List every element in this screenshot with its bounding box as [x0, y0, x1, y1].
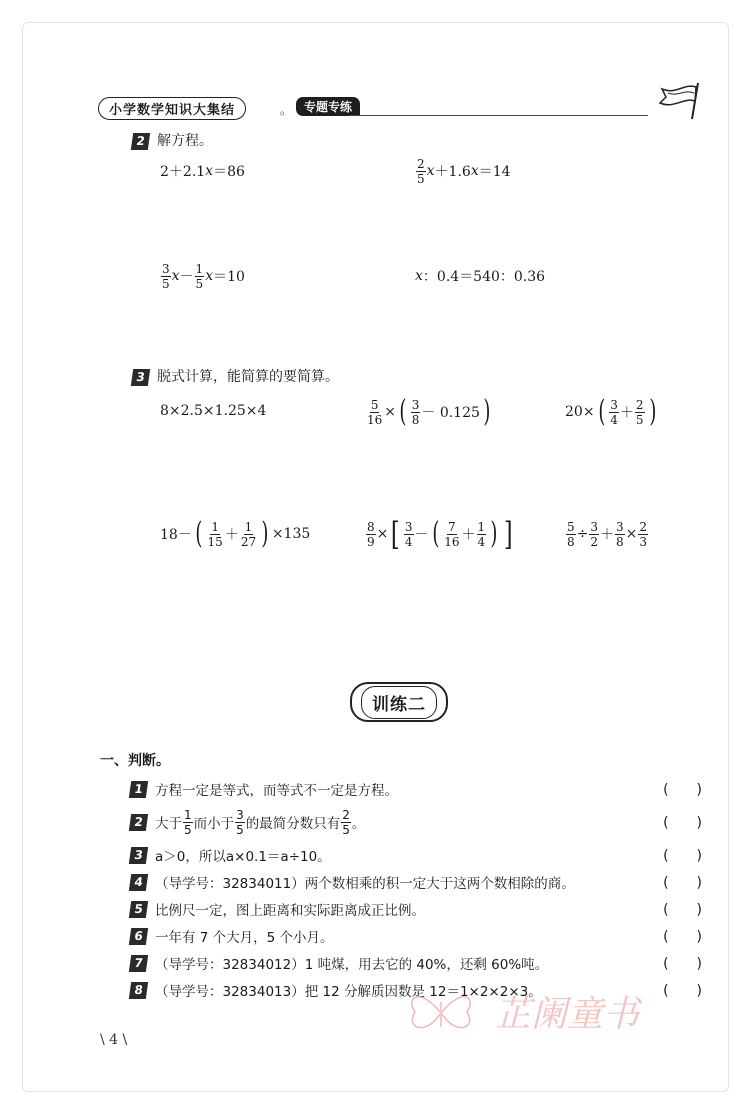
eq3-f1-num: 3	[162, 261, 170, 276]
calc5-frac-den: 9	[367, 534, 375, 549]
page-number-left-deco: \	[100, 1032, 110, 1048]
calc4-tail: ×135	[271, 526, 311, 542]
eq2-fraction	[416, 157, 426, 186]
eq3-minus: －	[179, 269, 194, 285]
judge-item-5-number: 5	[129, 901, 148, 918]
judge2-f3-num: 2	[342, 807, 350, 822]
calc3-lead: 20×	[565, 404, 595, 420]
eq3-fraction-2	[195, 262, 205, 291]
training-badge	[350, 682, 448, 722]
eq2-end: ＝14	[478, 164, 511, 180]
eq3-end: ＝10	[213, 269, 245, 285]
judge-item-2	[130, 805, 710, 839]
judge-item-3	[130, 845, 710, 865]
judge2-f3-den: 5	[342, 822, 350, 837]
judge-item-3-number: 3	[129, 847, 148, 864]
eq3-f2-num: 1	[195, 261, 204, 276]
judge-item-2-mid2: 的最简分数只有	[245, 816, 341, 832]
judge-item-1-number: 1	[129, 781, 148, 798]
calc2-rest: － 0.125	[421, 405, 480, 421]
calc-1-text: 8×2.5×1.25×4	[160, 403, 267, 419]
eq2-frac-num: 2	[417, 156, 425, 171]
calc6-plus: ＋	[600, 527, 615, 543]
watermark-logo	[400, 982, 705, 1042]
calc6-div: ÷	[576, 526, 589, 542]
calc5-rparen: )	[490, 516, 498, 551]
calc6-d-num: 2	[639, 519, 648, 534]
page-number-right-deco: \	[118, 1032, 128, 1048]
calc-4	[160, 517, 310, 551]
calc-3	[565, 395, 659, 429]
section-2-text: 解方程。	[157, 133, 213, 149]
calc4-lparen: (	[195, 516, 203, 551]
calc5-lbracket: [	[391, 515, 400, 553]
calc-2	[365, 395, 494, 429]
calc4-lead: 18－	[160, 527, 192, 543]
calc2-inner-den: 8	[411, 412, 420, 427]
calc5-times: ×	[376, 526, 389, 542]
calc5-frac	[366, 520, 376, 549]
section-3-number: 3	[131, 369, 150, 386]
watermark-text: 芷阑童书	[495, 994, 640, 1035]
calc6-frac-b	[589, 520, 599, 549]
calc4-frac-a	[207, 520, 224, 549]
judge-item-1	[130, 779, 710, 799]
judge2-f2-num: 3	[236, 807, 244, 822]
calc4-a-num: 1	[211, 519, 219, 534]
judge-item-2-frac-1	[183, 808, 193, 837]
calc-5	[365, 515, 515, 553]
judge-item-4-answer[interactable]: ( )	[663, 875, 702, 891]
calc-1	[160, 400, 266, 422]
calc5-rbracket: ]	[503, 515, 513, 553]
calc4-plus: ＋	[224, 527, 239, 543]
calc4-rparen: )	[261, 516, 269, 551]
judge-item-8-text: （导学号：32834013）把 12 分解质因数是 12＝1×2×2×3。	[155, 984, 542, 1000]
equation-1	[160, 160, 245, 182]
section-3-title	[132, 366, 339, 386]
calc6-b-num: 3	[590, 519, 599, 534]
eq2-frac-den: 5	[417, 171, 425, 186]
calc2-times: ×	[384, 404, 397, 420]
calc4-b-den: 27	[240, 534, 257, 549]
calc5-frac-b	[443, 520, 460, 549]
judge-item-2-pre: 大于	[155, 816, 182, 832]
calc6-c-den: 8	[616, 534, 624, 549]
calc5-c-num: 1	[477, 519, 486, 534]
judge-item-5	[130, 899, 710, 919]
judge-item-7-text: （导学号：32834012）1 吨煤，用去它的 40%，还剩 60%吨。	[155, 957, 549, 973]
calc5-frac-c	[477, 520, 487, 549]
section-3-text: 脱式计算，能简算的要简算。	[157, 369, 339, 385]
calc3-frac-b	[635, 398, 645, 427]
equation-2	[415, 155, 511, 187]
calc2-frac	[366, 398, 383, 427]
header-rule	[348, 115, 648, 116]
calc3-b-num: 2	[635, 397, 644, 412]
calc6-times: ×	[625, 526, 638, 542]
calc2-frac-den: 16	[367, 412, 383, 427]
judge-item-2-number: 2	[129, 814, 148, 831]
calc4-a-den: 15	[207, 534, 223, 549]
calc3-a-num: 3	[610, 397, 618, 412]
page-number	[100, 1032, 127, 1048]
judge-item-6	[130, 926, 710, 946]
eq2-mid: ＋1.6	[434, 164, 471, 180]
judge-item-2-frac-2	[235, 808, 245, 837]
calc-6	[565, 517, 649, 551]
header-dot: 。	[280, 103, 293, 117]
calc3-lparen: (	[597, 394, 605, 429]
calc5-b-num: 7	[448, 519, 456, 534]
section-2-number: 2	[131, 133, 150, 150]
eq1-var: x	[205, 163, 214, 179]
page-number-value: 4	[109, 1032, 119, 1048]
calc3-plus: ＋	[619, 405, 634, 421]
judge-item-7-number: 7	[129, 955, 148, 972]
calc5-b-den: 16	[444, 534, 460, 549]
eq3-var2: x	[205, 268, 214, 284]
calc2-lparen: (	[399, 394, 407, 429]
calc6-a-den: 8	[567, 534, 575, 549]
judge-item-5-answer[interactable]: ( )	[663, 902, 702, 918]
calc6-frac-d	[638, 520, 648, 549]
judge-item-2-mid: 而小于	[193, 816, 235, 832]
calc6-d-den: 3	[639, 534, 648, 549]
judge2-f2-den: 5	[236, 822, 244, 837]
judge-item-2-frac-3	[341, 808, 351, 837]
eq2-var1: x	[426, 163, 435, 179]
eq4-rest: ：0.4＝540：0.36	[422, 269, 546, 285]
judge-item-4	[130, 872, 710, 892]
calc5-c-den: 4	[477, 534, 486, 549]
judge-item-8-number: 8	[129, 982, 148, 999]
equation-3	[160, 260, 245, 292]
calc2-rparen: )	[483, 394, 491, 429]
judge-item-3-answer[interactable]: ( )	[663, 848, 702, 864]
calc3-frac-a	[609, 398, 619, 427]
judge-item-7	[130, 953, 710, 973]
eq3-f1-den: 5	[162, 276, 170, 291]
calc6-a-num: 5	[567, 519, 575, 534]
judge-item-6-answer[interactable]: ( )	[663, 929, 702, 945]
judge2-f1-num: 1	[184, 807, 192, 822]
butterfly-icon	[412, 997, 470, 1028]
calc5-frac-num: 8	[367, 519, 375, 534]
calc2-inner-num: 3	[411, 397, 420, 412]
calc3-a-den: 4	[610, 412, 618, 427]
judge-item-5-text: 比例尺一定，图上距离和实际距离成正比例。	[155, 903, 425, 919]
judge-item-7-answer[interactable]: ( )	[663, 956, 702, 972]
judge-item-6-number: 6	[129, 928, 148, 945]
eq3-f2-den: 5	[195, 276, 204, 291]
calc6-frac-c	[615, 520, 625, 549]
calc6-b-den: 2	[590, 534, 599, 549]
eq3-fraction-1	[161, 262, 171, 291]
calc2-inner-frac	[411, 398, 421, 427]
judge-item-6-text: 一年有 7 个大月，5 个小月。	[155, 930, 334, 946]
page-header	[98, 95, 708, 123]
section-2-title	[132, 130, 213, 150]
calc3-rparen: )	[648, 394, 656, 429]
calc5-minus: －	[414, 527, 429, 543]
judge-item-1-answer[interactable]: ( )	[663, 782, 702, 798]
calc5-frac-a	[404, 520, 414, 549]
calc6-frac-a	[566, 520, 576, 549]
calc5-lparen: (	[431, 516, 439, 551]
calc5-a-num: 3	[404, 519, 413, 534]
calc4-frac-b	[240, 520, 257, 549]
eq2-var2: x	[470, 163, 479, 179]
training-title: 训练二	[361, 686, 437, 719]
eq1-part-b: ＝86	[213, 164, 245, 180]
flag-icon	[654, 81, 708, 121]
calc4-b-num: 1	[244, 519, 253, 534]
eq4-var: x	[415, 268, 423, 284]
judge-item-2-answer[interactable]: ( )	[663, 815, 702, 831]
equation-4	[415, 265, 545, 287]
judge-item-4-text: （导学号：32834011）两个数相乘的积一定大于这两个数相除的商。	[155, 876, 575, 892]
eq3-var1: x	[171, 268, 180, 284]
eq1-part-a: 2＋2.1	[160, 164, 206, 180]
calc5-plus: ＋	[461, 527, 476, 543]
judge-heading: 一、判断。	[100, 753, 170, 769]
calc3-b-den: 5	[635, 412, 644, 427]
calc6-c-num: 3	[616, 519, 624, 534]
header-tag: 专题专练	[296, 97, 360, 116]
judge-item-2-end: 。	[351, 816, 366, 832]
judge-item-4-number: 4	[129, 874, 148, 891]
calc5-a-den: 4	[404, 534, 413, 549]
calc2-frac-num: 5	[370, 397, 379, 412]
judge-item-1-text: 方程一定是等式，而等式不一定是方程。	[155, 783, 398, 799]
judge-item-8-answer[interactable]: ( )	[663, 983, 702, 999]
book-title: 小学数学知识大集结	[98, 97, 246, 120]
judge2-f1-den: 5	[184, 822, 192, 837]
judge-item-3-text: a＞0，所以a×0.1＝a÷10。	[155, 849, 331, 865]
